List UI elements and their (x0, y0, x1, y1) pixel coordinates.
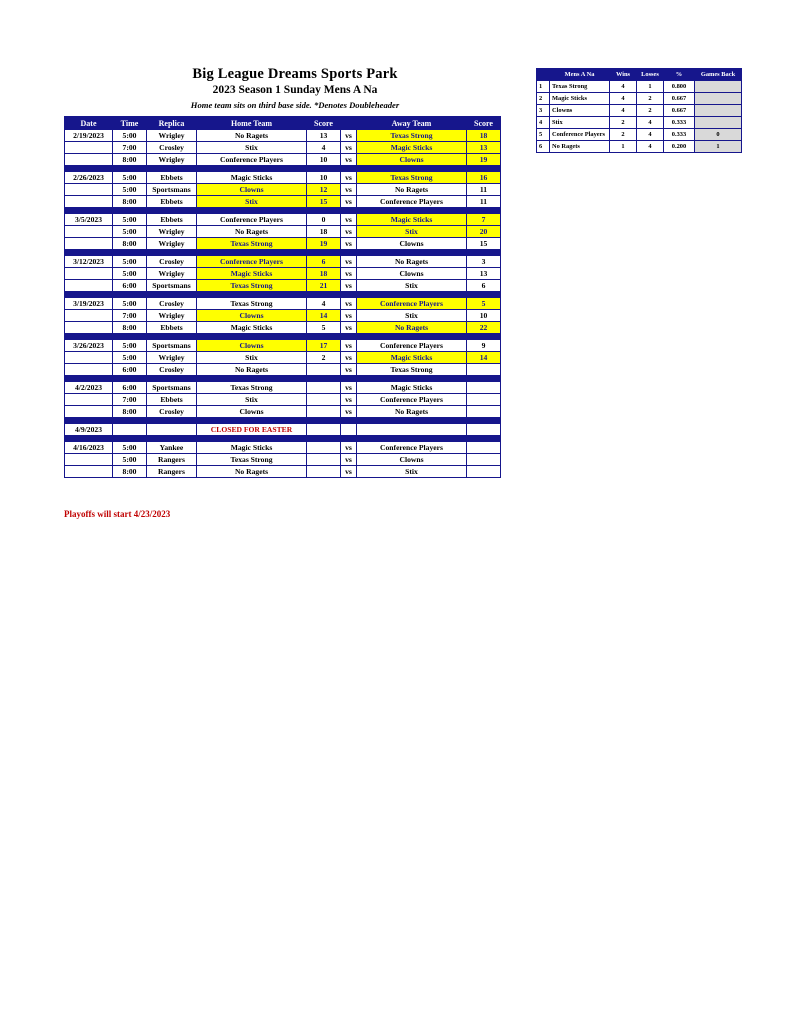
cell-vs: vs (341, 310, 357, 322)
cell-time: 5:00 (113, 256, 147, 268)
cell-vs: vs (341, 256, 357, 268)
cell-home-score (307, 364, 341, 376)
cell-home-score (307, 466, 341, 478)
cell-home-team: Stix (197, 352, 307, 364)
cell-away-score: 11 (467, 196, 501, 208)
standings-row (537, 129, 742, 141)
cell-date (65, 406, 113, 418)
cell-home-team: Conference Players (197, 256, 307, 268)
cell-home-score: 10 (307, 154, 341, 166)
schedule-header-row (65, 117, 501, 130)
cell-rank: 2 (537, 93, 550, 105)
cell-date: 3/12/2023 (65, 256, 113, 268)
cell-pct: 0.800 (664, 81, 695, 93)
cell-date: 3/19/2023 (65, 298, 113, 310)
cell-away-score (467, 454, 501, 466)
cell-home-team: Clowns (197, 184, 307, 196)
cell-home-score: 0 (307, 214, 341, 226)
cell-wins: 4 (610, 93, 637, 105)
cell-home-team: Clowns (197, 406, 307, 418)
cell-away-score: 7 (467, 214, 501, 226)
cell-away-team: No Ragets (357, 256, 467, 268)
cell-date: 2/26/2023 (65, 172, 113, 184)
cell-time: 8:00 (113, 322, 147, 334)
schedule-header-cell: Score (467, 117, 501, 130)
cell-replica: Ebbets (147, 394, 197, 406)
cell-vs: vs (341, 298, 357, 310)
cell-time: 8:00 (113, 406, 147, 418)
cell-pct: 0.667 (664, 105, 695, 117)
cell-vs: vs (341, 154, 357, 166)
cell-home-score: 15 (307, 196, 341, 208)
schedule-header-cell: Date (65, 117, 113, 130)
cell-home-team: No Ragets (197, 226, 307, 238)
standings-header-cell: Mens A Na (550, 69, 610, 81)
cell-rank: 4 (537, 117, 550, 129)
cell-vs: vs (341, 196, 357, 208)
cell-date (65, 154, 113, 166)
cell-home-score (307, 442, 341, 454)
cell-away-score: 6 (467, 280, 501, 292)
cell-games-back (695, 105, 742, 117)
cell-away-team: Texas Strong (357, 364, 467, 376)
cell-replica: Sportsmans (147, 280, 197, 292)
cell-date: 4/9/2023 (65, 424, 113, 436)
cell-rank: 5 (537, 129, 550, 141)
cell-home-score: 12 (307, 184, 341, 196)
cell-away-score (467, 406, 501, 418)
cell-date (65, 280, 113, 292)
schedule-row (65, 196, 501, 208)
cell-date (65, 310, 113, 322)
cell-replica: Yankee (147, 442, 197, 454)
cell-games-back: 1 (695, 141, 742, 153)
cell-home-score (307, 382, 341, 394)
cell-home-score: 4 (307, 298, 341, 310)
cell-home-team: Texas Strong (197, 238, 307, 250)
schedule-row (65, 382, 501, 394)
cell-time: 5:00 (113, 172, 147, 184)
cell-away-score: 18 (467, 130, 501, 142)
schedule-row (65, 238, 501, 250)
cell-home-score: 18 (307, 268, 341, 280)
cell-away (357, 424, 467, 436)
cell-away-team: Conference Players (357, 442, 467, 454)
standings-row (537, 93, 742, 105)
cell-away-team: Clowns (357, 268, 467, 280)
cell-time: 8:00 (113, 154, 147, 166)
standings-row (537, 81, 742, 93)
cell-home-score: 17 (307, 340, 341, 352)
schedule-row (65, 214, 501, 226)
cell-home-team: No Ragets (197, 130, 307, 142)
cell-time: 5:00 (113, 454, 147, 466)
standings-header-row (537, 69, 742, 81)
cell-home-score: 13 (307, 130, 341, 142)
cell-wins: 1 (610, 141, 637, 153)
cell-team: Clowns (550, 105, 610, 117)
cell-replica: Crosley (147, 142, 197, 154)
cell-wins: 4 (610, 81, 637, 93)
cell-date (65, 322, 113, 334)
page-title: Big League Dreams Sports Park (192, 66, 398, 82)
cell-away-team: Stix (357, 226, 467, 238)
cell-home-score: 18 (307, 226, 341, 238)
cell-team: No Ragets (550, 141, 610, 153)
cell-home-team: Magic Sticks (197, 268, 307, 280)
cell-home-score (307, 394, 341, 406)
cell-closed-note: CLOSED FOR EASTER (197, 424, 307, 436)
cell-date (65, 226, 113, 238)
cell-vs: vs (341, 394, 357, 406)
schedule-row (65, 442, 501, 454)
cell-away-team: Magic Sticks (357, 214, 467, 226)
schedule-row (65, 256, 501, 268)
cell-time: 7:00 (113, 394, 147, 406)
cell-home-score (307, 406, 341, 418)
cell-replica: Sportsmans (147, 340, 197, 352)
standings-row (537, 105, 742, 117)
cell-replica: Wrigley (147, 310, 197, 322)
cell-home-team: Conference Players (197, 214, 307, 226)
cell-date (65, 196, 113, 208)
cell-time: 5:00 (113, 226, 147, 238)
cell-date (65, 238, 113, 250)
cell-away-score (467, 394, 501, 406)
cell-date (65, 394, 113, 406)
cell-home-team: Magic Sticks (197, 172, 307, 184)
cell-vs: vs (341, 268, 357, 280)
schedule-row (65, 352, 501, 364)
cell-team: Stix (550, 117, 610, 129)
cell-home-score (307, 454, 341, 466)
cell-games-back (695, 93, 742, 105)
schedule-row (65, 340, 501, 352)
cell-losses: 2 (637, 105, 664, 117)
cell-replica: Crosley (147, 256, 197, 268)
cell-rank: 1 (537, 81, 550, 93)
cell-time: 5:00 (113, 184, 147, 196)
cell-losses: 4 (637, 129, 664, 141)
cell-replica: Sportsmans (147, 184, 197, 196)
schedule-row (65, 394, 501, 406)
cell-date: 2/19/2023 (65, 130, 113, 142)
cell-home-team: Clowns (197, 310, 307, 322)
cell-away-score: 20 (467, 226, 501, 238)
cell-away-team: Stix (357, 466, 467, 478)
schedule-row (65, 142, 501, 154)
cell-replica: Wrigley (147, 268, 197, 280)
cell-vs: vs (341, 382, 357, 394)
cell-vs: vs (341, 172, 357, 184)
cell-pct: 0.200 (664, 141, 695, 153)
cell-away-team: Clowns (357, 454, 467, 466)
cell-vs (341, 424, 357, 436)
standings-header-cell: % (664, 69, 695, 81)
cell-wins: 4 (610, 105, 637, 117)
cell-vs: vs (341, 184, 357, 196)
cell-time: 7:00 (113, 310, 147, 322)
cell-away-team: Texas Strong (357, 130, 467, 142)
cell-away-score: 22 (467, 322, 501, 334)
cell-away-score: 13 (467, 142, 501, 154)
cell-date: 4/2/2023 (65, 382, 113, 394)
page-subtitle: 2023 Season 1 Sunday Mens A Na (212, 84, 378, 96)
cell-away-team: Clowns (357, 154, 467, 166)
cell-home-score: 2 (307, 352, 341, 364)
cell-losses: 2 (637, 93, 664, 105)
schedule-header-cell: Away Team (357, 117, 467, 130)
cell-replica: Ebbets (147, 214, 197, 226)
cell-replica: Wrigley (147, 238, 197, 250)
cell-home-team: Texas Strong (197, 280, 307, 292)
cell-home-score: 19 (307, 238, 341, 250)
cell-away-score: 14 (467, 352, 501, 364)
cell-time: 5:00 (113, 352, 147, 364)
cell-away-team: Conference Players (357, 340, 467, 352)
schedule-header-cell: Score (307, 117, 341, 130)
cell-time: 5:00 (113, 268, 147, 280)
cell-away-team: Stix (357, 280, 467, 292)
title-block (64, 66, 526, 111)
cell-away-score: 10 (467, 310, 501, 322)
cell-time: 7:00 (113, 142, 147, 154)
cell-time (113, 424, 147, 436)
cell-vs: vs (341, 142, 357, 154)
cell-vs: vs (341, 442, 357, 454)
cell-wins: 2 (610, 129, 637, 141)
cell-team: Texas Strong (550, 81, 610, 93)
cell-away-team: Magic Sticks (357, 352, 467, 364)
cell-home-score: 6 (307, 256, 341, 268)
cell-pct: 0.667 (664, 93, 695, 105)
cell-date (65, 454, 113, 466)
cell-games-back: 0 (695, 129, 742, 141)
cell-team: Conference Players (550, 129, 610, 141)
standings-header-cell (537, 69, 550, 81)
schedule-row (65, 184, 501, 196)
cell-team: Magic Sticks (550, 93, 610, 105)
schedule-header-cell: Home Team (197, 117, 307, 130)
cell-replica: Wrigley (147, 130, 197, 142)
cell-away-score (467, 466, 501, 478)
cell-losses: 4 (637, 117, 664, 129)
cell-replica: Ebbets (147, 322, 197, 334)
cell-home-score (307, 424, 341, 436)
cell-away-team: Magic Sticks (357, 142, 467, 154)
cell-away-score: 5 (467, 298, 501, 310)
cell-away-score (467, 442, 501, 454)
schedule-row (65, 322, 501, 334)
cell-date: 3/26/2023 (65, 340, 113, 352)
standings-row (537, 141, 742, 153)
cell-vs: vs (341, 364, 357, 376)
schedule-row (65, 364, 501, 376)
cell-away-score: 13 (467, 268, 501, 280)
cell-games-back (695, 81, 742, 93)
schedule-row (65, 154, 501, 166)
cell-home-team: Texas Strong (197, 454, 307, 466)
cell-vs: vs (341, 130, 357, 142)
cell-replica: Ebbets (147, 172, 197, 184)
cell-home-team: No Ragets (197, 364, 307, 376)
cell-home-score: 10 (307, 172, 341, 184)
cell-time: 8:00 (113, 238, 147, 250)
standings-row (537, 117, 742, 129)
schedule-row (65, 310, 501, 322)
schedule-row (65, 298, 501, 310)
cell-time: 8:00 (113, 196, 147, 208)
cell-home-score: 21 (307, 280, 341, 292)
schedule-row (65, 226, 501, 238)
cell-rank: 6 (537, 141, 550, 153)
cell-games-back (695, 117, 742, 129)
cell-home-team: Magic Sticks (197, 322, 307, 334)
cell-vs: vs (341, 280, 357, 292)
cell-away-team: No Ragets (357, 322, 467, 334)
cell-pct: 0.333 (664, 117, 695, 129)
cell-replica: Wrigley (147, 226, 197, 238)
cell-date: 3/5/2023 (65, 214, 113, 226)
cell-replica: Crosley (147, 298, 197, 310)
cell-date (65, 268, 113, 280)
cell-pct: 0.333 (664, 129, 695, 141)
schedule-table (64, 116, 501, 478)
cell-time: 6:00 (113, 382, 147, 394)
cell-time: 6:00 (113, 364, 147, 376)
cell-away-score: 16 (467, 172, 501, 184)
cell-vs: vs (341, 226, 357, 238)
cell-away-team: Conference Players (357, 298, 467, 310)
standings-header-cell: Games Back (695, 69, 742, 81)
cell-away-team: Conference Players (357, 196, 467, 208)
schedule-row (65, 130, 501, 142)
cell-vs: vs (341, 406, 357, 418)
cell-away-team: Conference Players (357, 394, 467, 406)
cell-home-team: Clowns (197, 340, 307, 352)
cell-time: 5:00 (113, 214, 147, 226)
cell-away-score: 11 (467, 184, 501, 196)
cell-date (65, 184, 113, 196)
schedule-row (65, 466, 501, 478)
cell-time: 5:00 (113, 298, 147, 310)
cell-home-team: No Ragets (197, 466, 307, 478)
cell-replica (147, 424, 197, 436)
cell-date (65, 364, 113, 376)
cell-time: 5:00 (113, 442, 147, 454)
cell-home-team: Stix (197, 142, 307, 154)
cell-away-score (467, 424, 501, 436)
cell-wins: 2 (610, 117, 637, 129)
cell-time: 5:00 (113, 340, 147, 352)
schedule-row (65, 454, 501, 466)
page-note: Home team sits on third base side. *Denotes Doubleheader (190, 100, 400, 110)
cell-vs: vs (341, 466, 357, 478)
cell-vs: vs (341, 214, 357, 226)
cell-replica: Sportsmans (147, 382, 197, 394)
cell-away-score: 15 (467, 238, 501, 250)
cell-replica: Wrigley (147, 154, 197, 166)
cell-away-score: 3 (467, 256, 501, 268)
cell-home-team: Texas Strong (197, 298, 307, 310)
standings-header-cell: Losses (637, 69, 664, 81)
schedule-row (65, 424, 501, 436)
cell-away-team: Texas Strong (357, 172, 467, 184)
cell-away-team: Stix (357, 310, 467, 322)
cell-vs: vs (341, 340, 357, 352)
cell-away-team: Clowns (357, 238, 467, 250)
cell-vs: vs (341, 322, 357, 334)
cell-home-score: 14 (307, 310, 341, 322)
playoffs-note: Playoffs will start 4/23/2023 (64, 509, 171, 519)
cell-vs: vs (341, 454, 357, 466)
cell-vs: vs (341, 238, 357, 250)
cell-home-score: 5 (307, 322, 341, 334)
cell-date: 4/16/2023 (65, 442, 113, 454)
cell-home-score: 4 (307, 142, 341, 154)
cell-away-team: No Ragets (357, 406, 467, 418)
schedule-row (65, 268, 501, 280)
cell-vs: vs (341, 352, 357, 364)
cell-away-score: 9 (467, 340, 501, 352)
cell-date (65, 352, 113, 364)
cell-home-team: Stix (197, 394, 307, 406)
schedule-row (65, 406, 501, 418)
cell-away-team: Magic Sticks (357, 382, 467, 394)
schedule-row (65, 280, 501, 292)
cell-time: 5:00 (113, 130, 147, 142)
cell-home-team: Stix (197, 196, 307, 208)
cell-time: 6:00 (113, 280, 147, 292)
cell-replica: Wrigley (147, 352, 197, 364)
schedule-row (65, 172, 501, 184)
cell-losses: 4 (637, 141, 664, 153)
schedule-header-cell: Time (113, 117, 147, 130)
cell-away-score (467, 364, 501, 376)
cell-date (65, 466, 113, 478)
cell-replica: Crosley (147, 406, 197, 418)
cell-replica: Crosley (147, 364, 197, 376)
cell-losses: 1 (637, 81, 664, 93)
schedule-header-cell (341, 117, 357, 130)
standings-header-cell: Wins (610, 69, 637, 81)
cell-replica: Rangers (147, 454, 197, 466)
cell-replica: Rangers (147, 466, 197, 478)
cell-rank: 3 (537, 105, 550, 117)
cell-time: 8:00 (113, 466, 147, 478)
schedule-header-cell: Replica (147, 117, 197, 130)
cell-replica: Ebbets (147, 196, 197, 208)
cell-away-team: No Ragets (357, 184, 467, 196)
cell-away-score (467, 382, 501, 394)
cell-home-team: Magic Sticks (197, 442, 307, 454)
standings-table (536, 68, 742, 153)
cell-date (65, 142, 113, 154)
cell-home-team: Texas Strong (197, 382, 307, 394)
cell-away-score: 19 (467, 154, 501, 166)
cell-home-team: Conference Players (197, 154, 307, 166)
